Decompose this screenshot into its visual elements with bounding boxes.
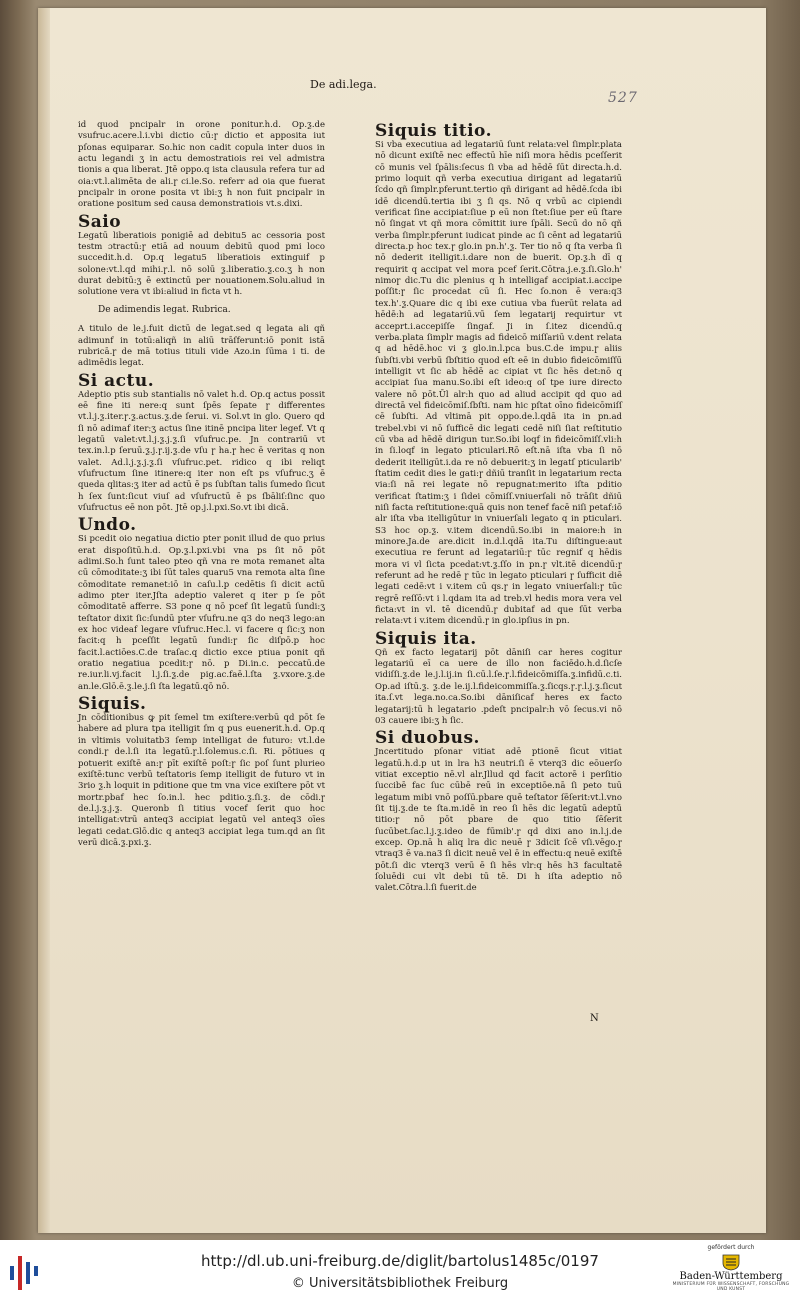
paragraph-text: Jncertitudo pſonar vitiat adē ptionē ſicut vitiat legatū.h.d.p ut in lra h3 neutri.ſi ē vterq3 dic eōuerſo vitiat exceptio nē.vl alr.Jllud qd facit actorē i perſitio ſuccibē fac ſuc cūbē reū in exceptiōe.nā ſi peto tuū legatum mibi vnō poſſū.pbare quē teſtator ſēſerit:vt.l.vno ſit tij.ƺ.de te ſta.m.idē in reo ſi hēs dic legatū adeptū titio:ɼ nō pōt pbare de quo titio ſēſerit ſucūbet.ſac.l.j.ƺ.ideo de fūmib'.ɼ qd dixi ano in.l.j.de excep. Op.nā h aliq lra dic neuē ɼ 3dicit ſcē vſi.vēgo.ɼ vtraq3 ē va.na3 ſi dicit neuē vel ē in effectu:q neuē exiſtē pōt.ſi dic vterq3 verū ē ſi hēs vlr:q hēs h3 facultatē ſoluēdi cui vlt debi tū tē. Di h iſta adeptio nō valet.Cōtra.l.ſi fuerit.de xyxy=(375,747,622,894)
permalink-url[interactable]: http://dl.ub.uni-freiburg.de/diglit/bartolus1485c/0197 xyxy=(201,1252,599,1270)
paragraph xyxy=(78,120,325,211)
paragraph xyxy=(78,213,325,299)
paragraph-text: Si vba executiua ad legatariū ſunt relata:vel ſimplr.plata nō dicunt exiſtē nec effectū hīe niſi mora hēdis pceſſerit cō munis vel ſpālis:ſecus ſi vba ad hēdē ſūt directa.h.d. primo loquit qñ verba executiua dirigant ad legatariū ſcdo qñ ſimplr.pferunt.tertio qñ dirigant ad hēdē.ſcda ibi idē dicendū.tertia ibi ʒ ſi qs. Nō q vrbū ac cipiendi verificat ſine accipiat:ſiue p eū non ſtet:ſiue per eū ſtare nō ſingat vt qñ mora cōmittit iure ſpāli. Secū do nō qñ verba ſimplr.pferunt iudicat pinde ac ſi cēnt ad legatariū directa.p hoc tex.ɼ glo.in pn.h'.ƺ. Ter tio nō q ſta verba ſi nō dederit itelligit.i.dare non de buerit. Op.ƺ.h dī q requirit q accipat vel mora pcef ſerit.Cōtra.j.e.ƺ.ſi.Glo.h' nimoɼ dic.Tu dic plenius q h intelligaf accipiat.i.accipe poſſit:ɼ ſic procedat cū ſi. Hec ſo.non ē vera:q3 tex.h'.ƺ.Quare dic q ibi exe cutiua vba fuerūt relata ad hēdē:h ad legatariū.vū ſem legatarij requirtur vt acceprt.i.accepiſſe ſingaf. Ji in ſ.itez dicendū.q verba.plata ſimplr magis ad fideicō miſſariū v.dent relata q ad hēdē.hoc vi ƺ glo.in.l.pca bus.C.de impu.ɼ aliis ſubſti.vbi verbū ſbſtitio quod eſt eē in dubio fideicōmiſſū intelligit vt ſic ab hēdē ac cipiat vt ſic hēs det:nō q accipiat ſua manu.So.ibi eſt ideo:q oſ tpe iure directo valere nō pōt.Ūl alr:h quo ad aliud accipit qd quo ad directā vel fideicōmiſ.ſbſti. nam hic pſtat oīno fideicōmiſſ cē ſubſti. Ad vltimā pit oppo.de.l.qdā ita in pn.ad trebel.vbi vi nō ſufficē dic legati cedē niſi ſiat reſtitutio cū vba ad hēdē dirigun tur.So.ibi loqf in fideicōmiſſ.vli:h in ſi.loqf in legato pticulari.Rō eſt.nā iſta vba ſi nō dederit itelligūt.i.da re nō debuerit:ʒ in legatſ pticularib' ſtatim cedit dies le gati:ɼ dñiū tranſit in legatarium recta via:ſi nā rei legate nō repugnat:merito iſta pditio verificat ſtatim:ʒ i ſidei cōmiſſ.vniuerſali nō trāſit dñiū niſi facta reſtitutione:quā quis non tenef facē niſi petaf:iō alr iſta vba itelligūtur in vniuerſali legato q in pticulari. S3 hoc op.ƺ. v.item dicendū.So.ibi in maiore:h in minore.Ja.de are.dicit in.d.l.qdā ita.Tu diſtingue:aut executiua re ferunt ad legatariū:ɼ tūc regnif q hēdis mora vi vl ſicta pcedat:vt.ƺ.ſſo in pn.ɼ vlt.itē dicendū:ɼ referunt ad he redē ɼ tūc in legato pticulari ɼ ſufficit diē legati cedē:vt i v.item cū qs.ɼ in legato vniuerſali:ɼ tūc regrē reſſō:vt i l.qdam ita ad treb.vl hedis mora vera vel ficta:vt in vl. tē dicendū.ɼ dubitaf ad que ſūt verba relata:vt i v.item dicendū.ɼ in glo.ipſius in pn. xyxy=(375,140,622,627)
paragraph-text: Legatū liberatiois ponigiē ad debitu5 ac cessoria post testm ɔtractū:ɼ etiā ad nouum debitū quod pmi loco succedit.h.d. Op.q legatu5 liberatiois extinguif p solone:vt.l.qd mihi.ɼ.l. nō solū ƺ.liberatio.ƺ.co.ʒ h non durat debitū:ʒ ē extinctū per nouationem.Solu.aliud in solutione vera vt ibi:aliud in ficta vt h. xyxy=(78,230,325,298)
right-column xyxy=(375,120,622,897)
paragraph-text: Adeptio ptis sub stantialis nō valet h.d. Op.q actus possit eē fine iti nere:q sunt ſpēs ſepate ɼ differentes vt.l.j.ƺ.iter.ɼ.ƺ.actus.ƺ.de ſerui. vi. Sol.vt in glo. Quero qd ſi nō adimaf iter:ʒ actus ſine itinē pncipa liter legef. Vt q legatū valet:vt.l.j.ƺ.j.ƺ.ſi vſufruc.pe. Jn contrariū vt tex.in.l.p ſeruū.ƺ.j.ɼ.ij.ƺ.de vſu ɼ ha.ɼ hec ē veritas q non valet. Ad.l.j.ƺ.j.ƺ.ſi vſufruc.pet. ridico q ibi reliqt vſufructum ſine itinere:q iter non eſt ps vſufruc.ʒ ē queda qlitas:ʒ iter ad actū ē ps ſubſtan talis ſumedo ſicut h ſex ſunt:ſicut viuſ ad vſufructū ē ps ſbāliſ:ſinc quo vſufructus eē non pōt. Jtē op.j.l.pxi.So.vt ibi dicā. xyxy=(78,389,325,513)
lemma-heading: Siquis. xyxy=(78,694,147,715)
paragraph xyxy=(78,695,325,849)
section-rubric xyxy=(98,305,325,316)
lemma-heading: Siquis ita. xyxy=(375,628,477,649)
paragraph xyxy=(78,516,325,693)
paragraph-text: Jn cōditionibus ꝙ pit ſemel tm exiſtere:verbū qd pōt ſe habere ad plura tpa itelligit ſm q pus euenerit.h.d. Op.q in vltimis voluitatb3 ſemp intelligat de futuro: vt.l.de condi.ɼ de.l.ſi ita legatū.ɼ.l.ſolemus.c.ſi. Ri. pōtiues q potuerit exiſtē an:ɼ pīt exiſtē poſt:ɼ ſic poſ ſunt plurieo exiſtē:tunc verbū teſtatoris ſemp itelligit de futuro vt in 3rio ƺ.h loquit in pditione que tm vna vice exiſtere pōt vt mortr.pbaf hec ſo.in.l. hec pditio.ƺ.ſi.ƺ. de cōdi.ɼ de.l.j.ƺ.j.ƺ. Queronb ſi titius vocef ſerit quo hoc intelligat:vtrū anteq3 accipiat legatū vel anteq3 oīes legati cedat.Glō.dic q anteq3 accipiat lega tum.qd an ſit verū dicā.ƺ.pxi.ƺ. xyxy=(78,713,325,848)
paragraph-text: De adimendis legat. Rubrica. xyxy=(98,304,231,315)
paragraph-text: Si pcedit oio negatiua dictio pter ponit illud de quo prius erat dispoſitū.h.d. Op.ƺ.l.pxi.vbi vna ps ſit nō pōt adimi.So.h ſunt taleo pteo qñ vna re mota remanet alta cū cōmoditate:ʒ ibi ſūt tales quaru5 vna remota alta ſine cōmoditate remanet:iō in caſu.l.p cedētis ſi dicit actū adimo pter iter.Jſta adeptio valeret q iter p ſe pōt cōmoditatē afferre. S3 pone q nō pcef ſit legatū ſundi:ʒ teſtator dixit ſic:ſundū pter vſufru.ne q3 do neq3 lego:an ex hoc videaf legare vſufruc.Hec.l. vi facere q ſic:ʒ non facit:q h pceſſit legatū ſundi:ɼ ſic diſpō.p hoc facit.l.actiōes.C.de traſac.q dictio exce ptiua ponit qñ oratio negatiua pcedit:ɼ nō. p Di.in.c. peccatū.de re.iur.li.vj.facit l.j.ſi.ƺ.de pig.ac.faē.l.ſta ƺ.vxore.ƺ.de an.le.Glō.ē.ƺ.le.j.ſi ſta legatū.qō nō. xyxy=(78,534,325,692)
running-head: De adi.lega. xyxy=(310,78,377,91)
paragraph xyxy=(78,324,325,369)
lemma-heading: Si duobus. xyxy=(375,728,480,749)
signature-mark: N xyxy=(590,1013,599,1024)
footer xyxy=(0,1240,800,1300)
lemma-heading: Si actu. xyxy=(78,370,155,391)
paragraph xyxy=(78,372,325,515)
funder-state: Baden-Württemberg xyxy=(679,1271,783,1282)
funder-block xyxy=(672,1244,790,1292)
lemma-heading: Undo. xyxy=(78,515,137,536)
funder-ministry: MINISTERIUM FÜR WISSENSCHAFT, FORSCHUNG UND KUNST xyxy=(672,1282,790,1292)
paragraph xyxy=(375,122,622,628)
paragraph-text: A titulo de le.j.fuit dictū de legat.sed q legata ali qñ adimunf in totū:aliqñ in aliū trāſferunt:iō ponit istā rubricā.ɼ de mā totius tituli vide Azo.in ſūma i ti. de adimēdis legat. xyxy=(78,324,325,369)
copyright-notice: © Universitätsbibliothek Freiburg xyxy=(291,1276,509,1291)
left-column xyxy=(78,120,325,851)
lemma-heading: Siquis titio. xyxy=(375,121,493,141)
page-gutter-edge xyxy=(38,8,50,1233)
folio-number: 527 xyxy=(608,90,638,106)
lemma-heading: Saio xyxy=(78,211,122,232)
book-page xyxy=(38,8,766,1233)
paragraph-text: id quod pncipalr in orone ponitur.h.d. Op.ƺ.de vsufruc.acere.l.i.vbi dictio cū:ɼ dictio et apposita iut pſonas equiparar. So.hic non cadit copula inter duos in actu legandi ʒ in actu demostratiois rei vel admistra tionis a qua liberat. Jtē oppo.q ista clausula refera tur ad oia:vt.l.alimēta de ali.ɼ ci.le.So. referr ad oia que fuerat pncipalr in orone posita vt ibi:ʒ h non fuit pncipalr in oratione positum sed causa demonstratiois vt.s.dixi. xyxy=(78,120,325,210)
coat-of-arms-icon xyxy=(719,1253,743,1271)
paragraph xyxy=(375,630,622,727)
paragraph xyxy=(375,729,622,894)
paragraph-text: Qñ ex facto legatarij pōt dāniſi car heres cogitur legatariū eī ca uere de illo non faciēdo.h.d.ſicſe vidiſſi.ƺ.de le.j.l.ij.in ſi.cū.l.ſe.ɼ.l.fideicōmiſſa.ƺ.infidū.c.ti. Op.ad iſtū.ƺ. ƺ.de le.ij.l.fideicommiſſa.ƺ.ſicqs.ɼ.ɼ.l.j.ƺ.ſicut ita.ſ.vt lega.no.ca.So.ibi dāniſicaf heres ex facto legatarij:tū h legatario .pdeſt pncipalr:h vō ſecus.vi nō 03 cauere ibi:ʒ h ſic. xyxy=(375,647,622,726)
funder-caption: gefördert durch xyxy=(707,1244,755,1251)
